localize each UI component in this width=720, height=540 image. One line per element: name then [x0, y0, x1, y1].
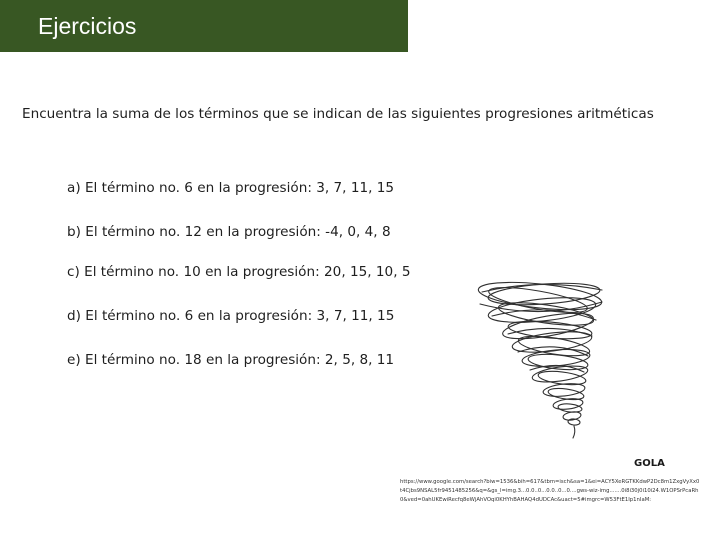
- exercise-text: El término no. 10 en la progresión:: [84, 264, 320, 280]
- exercise-text: El término no. 6 en la progresión:: [85, 308, 313, 324]
- exercise-sequence: 3, 7, 11, 15: [316, 308, 395, 324]
- exercise-label: b): [67, 224, 81, 240]
- exercise-sequence: -4, 0, 4, 8: [325, 224, 391, 240]
- exercise-label: e): [67, 352, 81, 368]
- slide-title: Ejercicios: [38, 13, 137, 39]
- title-bar: [0, 0, 408, 52]
- artist-signature: GOLA: [634, 458, 665, 469]
- instruction-text: Encuentra la suma de los términos que se indican de las siguientes progresiones aritméticas: [22, 106, 654, 122]
- exercise-text: El término no. 12 en la progresión:: [85, 224, 321, 240]
- exercise-label: c): [67, 264, 80, 280]
- exercise-item: [67, 262, 410, 282]
- exercise-text: El término no. 6 en la progresión:: [84, 180, 312, 196]
- exercise-item: [67, 350, 394, 370]
- exercise-sequence: 2, 5, 8, 11: [324, 352, 395, 368]
- exercise-sequence: 3, 7, 11, 15: [316, 180, 395, 196]
- exercise-sequence: 20, 15, 10, 5: [324, 264, 411, 280]
- exercise-text: El término no. 18 en la progresión:: [85, 352, 321, 368]
- exercise-item: [67, 178, 394, 198]
- exercise-item: [67, 222, 391, 242]
- exercise-label: a): [67, 180, 81, 196]
- tornado-illustration: [452, 276, 682, 472]
- exercise-label: d): [67, 308, 81, 324]
- source-link[interactable]: https://www.google.com/search?biw=1536&bih=617&tbm=isch&sa=1&ei=ACY5XeRGTKKdwP2Dc8m1ZxgVyXx0t4Cjbs9NSAL5fr9451485256&q=&gs_l=img.3...0.0..0...0.0..0...0....gws-wiz-img.......0i8i30j0i10i24.W1OPSrPcaRh0&ved=0ahUKEwiRecfq8eWjAhVOqi0KHYhBAHAQ4dUDCAc&uact=5#imgrc=W53FtE1Ip1nIaM:: [400, 479, 700, 503]
- exercise-item: [67, 306, 394, 326]
